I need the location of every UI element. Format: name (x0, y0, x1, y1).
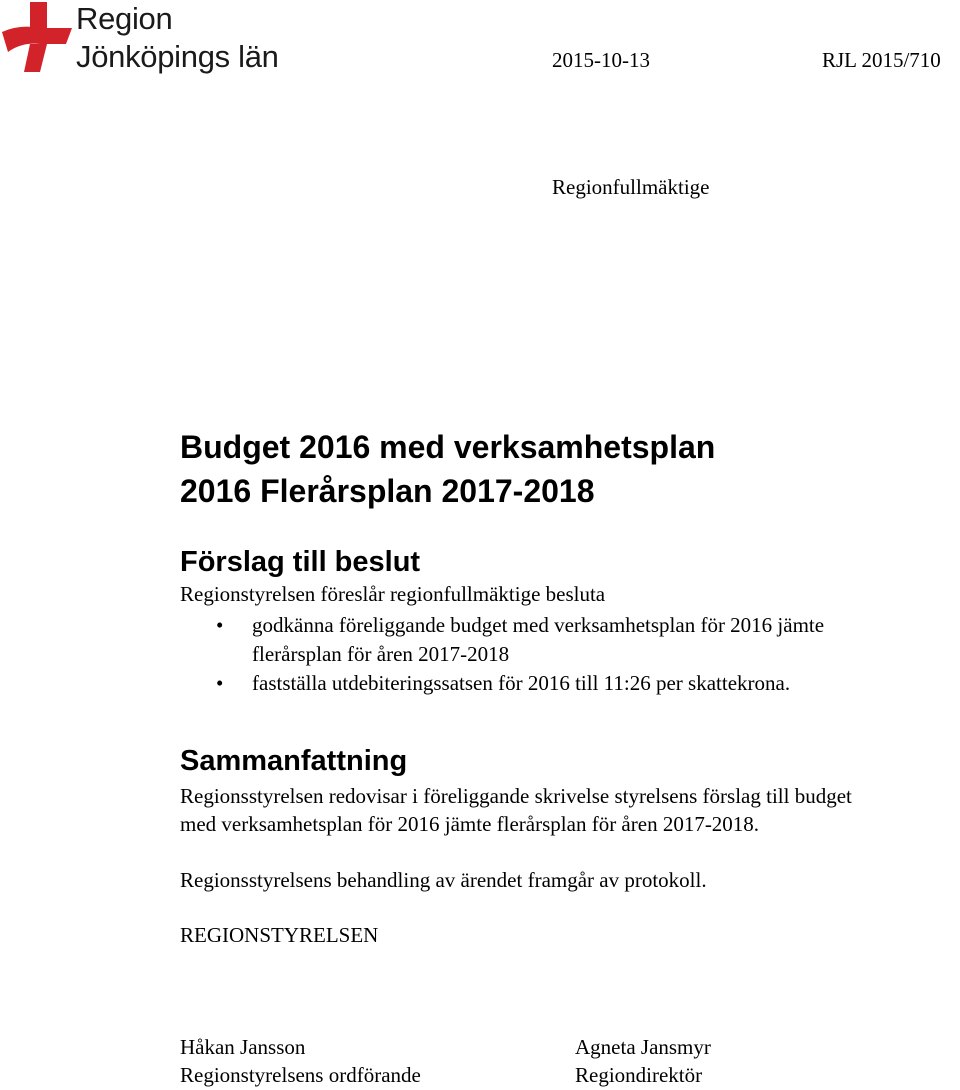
proposal-intro: Regionstyrelsen föreslår regionfullmäktige besluta (180, 582, 606, 606)
region-cross-icon (0, 2, 72, 74)
signature-name: Agneta Jansmyr (575, 1035, 711, 1059)
board-name: REGIONSTYRELSEN (180, 923, 379, 947)
list-item-line: godkänna föreliggande budget med verksamhetsplan för 2016 jämte (252, 613, 825, 637)
signature-role: Regiondirektör (575, 1063, 703, 1087)
signature-role: Regionstyrelsens ordförande (180, 1063, 421, 1087)
list-item (180, 669, 824, 698)
proposal-list (180, 611, 824, 698)
recipient: Regionfullmäktige (552, 175, 710, 199)
bullet-icon: • (216, 613, 224, 637)
proposal-heading: Förslag till beslut (180, 546, 421, 578)
list-item (180, 611, 824, 669)
bullet-icon: • (216, 671, 224, 695)
signature-name: Håkan Jansson (180, 1035, 306, 1059)
list-item-line: fastställa utdebiteringssatsen för 2016 till 11:26 per skattekrona. (252, 671, 791, 695)
document-title (180, 425, 715, 513)
summary-paragraph-2: Regionsstyrelsens behandling av ärendet framgår av protokoll. (180, 868, 707, 892)
region-logo (0, 0, 310, 80)
summary-paragraph-line: med verksamhetsplan för 2016 jämte flerårsplan för åren 2017-2018. (180, 812, 760, 836)
logo-wordmark (76, 0, 279, 76)
logo-line-1: Region (76, 1, 173, 36)
logo-line-2: Jönköpings län (76, 39, 279, 74)
document-reference: RJL 2015/710 (822, 48, 941, 72)
summary-paragraph-line: Regionsstyrelsen redovisar i föreliggande skrivelse styrelsens förslag till budget (180, 784, 852, 808)
list-item-line: flerårsplan för åren 2017-2018 (252, 642, 510, 666)
title-line-1: Budget 2016 med verksamhetsplan (180, 429, 716, 465)
summary-heading: Sammanfattning (180, 745, 408, 777)
title-line-2: 2016 Flerårsplan 2017-2018 (180, 473, 595, 509)
document-date: 2015-10-13 (552, 48, 650, 72)
